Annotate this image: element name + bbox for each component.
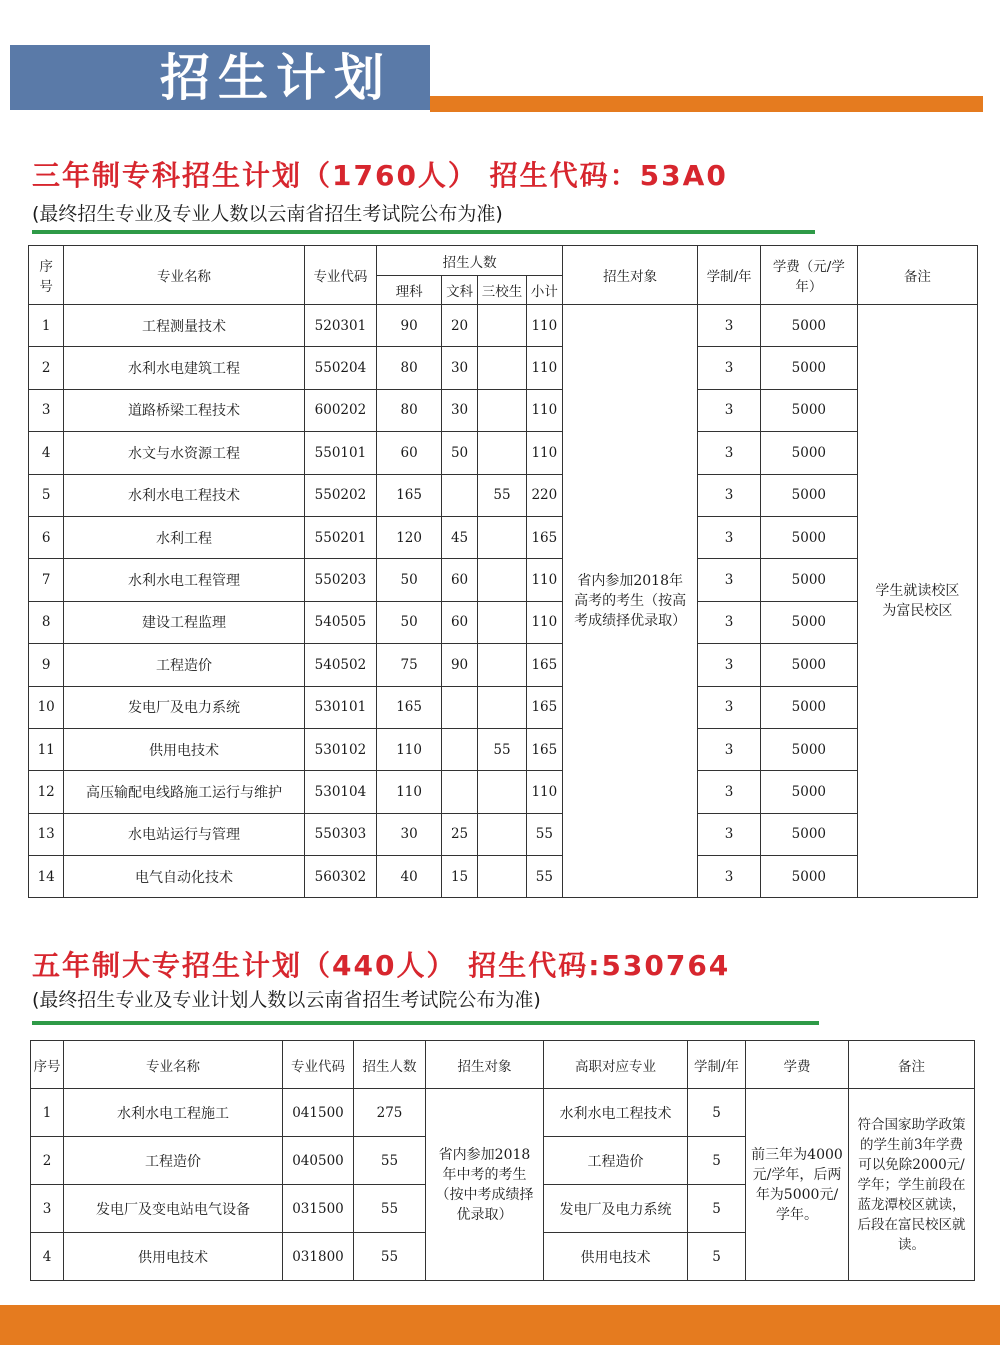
row-science-count: 165 [377,474,442,516]
th-name: 专业名称 [64,246,304,305]
row-seq: 1 [29,305,64,347]
row-years: 3 [698,305,761,347]
row-major-name: 工程造价 [64,1137,283,1185]
row-three-school-count [478,644,526,686]
row-three-school-count [478,813,526,855]
page-title: 招生计划 [160,49,392,107]
row-major-code: 031800 [283,1233,354,1281]
row-seq: 8 [29,601,64,643]
row-years: 3 [698,516,761,558]
row-arts-count: 45 [441,516,477,558]
th-target: 招生对象 [563,246,698,305]
row-subtotal: 110 [526,305,562,347]
row-seq: 3 [31,1185,64,1233]
row-years: 5 [688,1137,746,1185]
table-row [29,389,978,431]
row-seq: 9 [29,644,64,686]
row-seq: 13 [29,813,64,855]
row-major-name: 建设工程监理 [64,601,304,643]
table-row [29,305,978,347]
row-subtotal: 110 [526,347,562,389]
three-year-plan-table [28,245,978,898]
row-major-name: 水利水电工程技术 [64,474,304,516]
row-arts-count: 30 [441,347,477,389]
row-science-count: 60 [377,432,442,474]
row-fee: 5000 [760,856,857,898]
row-seq: 4 [29,432,64,474]
row-enroll-count: 55 [354,1137,426,1185]
th2-vocational: 高职对应专业 [544,1041,688,1089]
row-major-name: 水电站运行与管理 [64,813,304,855]
row-three-school-count [478,856,526,898]
row-major-name: 发电厂及电力系统 [64,686,304,728]
row-years: 3 [698,644,761,686]
row-three-school-count [478,432,526,474]
row-fee: 5000 [760,601,857,643]
row-arts-count: 90 [441,644,477,686]
row-major-code: 550303 [304,813,377,855]
table-row [29,686,978,728]
row-subtotal: 110 [526,432,562,474]
row-seq: 1 [31,1089,64,1137]
footer-orange-band [0,1305,1000,1345]
row-major-name: 工程造价 [64,644,304,686]
row-enroll-count: 55 [354,1233,426,1281]
row-subtotal: 110 [526,389,562,431]
row-science-count: 50 [377,601,442,643]
row-subtotal: 165 [526,644,562,686]
row-years: 3 [698,389,761,431]
row-seq: 7 [29,559,64,601]
row-years: 3 [698,728,761,770]
table-row [29,432,978,474]
row-seq: 2 [29,347,64,389]
row-major-name: 供用电技术 [64,728,304,770]
table-row [29,516,978,558]
row-fee: 5000 [760,813,857,855]
table-row [29,856,978,898]
row-arts-count: 50 [441,432,477,474]
row-three-school-count [478,389,526,431]
table-row [29,601,978,643]
section2-note: (最终招生专业及专业计划人数以云南省招生考试院公布为准) [32,989,541,1011]
row-enroll-count: 275 [354,1089,426,1137]
row-three-school-count [478,305,526,347]
th2-years: 学制/年 [688,1041,746,1089]
section1-divider [32,230,815,234]
section1-note: (最终招生专业及专业人数以云南省招生考试院公布为准) [32,203,503,225]
th-enroll: 招生人数 [377,246,563,276]
row-major-name: 水利水电工程管理 [64,559,304,601]
row-science-count: 40 [377,856,442,898]
row-subtotal: 55 [526,856,562,898]
row-major-name: 水利工程 [64,516,304,558]
row-major-code: 530102 [304,728,377,770]
row-major-code: 560302 [304,856,377,898]
row-major-name: 水利水电建筑工程 [64,347,304,389]
th-sub: 小计 [526,276,562,305]
row-science-count: 90 [377,305,442,347]
table-row [29,728,978,770]
row-three-school-count [478,686,526,728]
row-major-code: 031500 [283,1185,354,1233]
row-vocational-major: 发电厂及电力系统 [544,1185,688,1233]
row-major-code: 550202 [304,474,377,516]
row-arts-count: 60 [441,559,477,601]
th-sci: 理科 [377,276,442,305]
row-major-name: 电气自动化技术 [64,856,304,898]
th2-remark: 备注 [849,1041,975,1089]
row-three-school-count: 55 [478,728,526,770]
th-three: 三校生 [478,276,526,305]
th2-code: 专业代码 [283,1041,354,1089]
row-years: 5 [688,1185,746,1233]
row-fee: 5000 [760,347,857,389]
row-major-code: 550203 [304,559,377,601]
row-fee: 5000 [760,644,857,686]
row-major-code: 040500 [283,1137,354,1185]
row-science-count: 120 [377,516,442,558]
row-seq: 4 [31,1233,64,1281]
row-fee: 5000 [760,516,857,558]
row-seq: 12 [29,771,64,813]
row-subtotal: 165 [526,516,562,558]
row-arts-count: 60 [441,601,477,643]
row-fee: 5000 [760,432,857,474]
table-row [29,559,978,601]
table-row [31,1089,975,1137]
row-years: 3 [698,813,761,855]
row-subtotal: 110 [526,771,562,813]
row-arts-count [441,728,477,770]
row-three-school-count [478,559,526,601]
row-enroll-count: 55 [354,1185,426,1233]
row-science-count: 30 [377,813,442,855]
row-subtotal: 220 [526,474,562,516]
row-major-name: 供用电技术 [64,1233,283,1281]
row-arts-count [441,474,477,516]
row-subtotal: 110 [526,559,562,601]
section2-title: 五年制大专招生计划（440人） 招生代码:530764 [32,949,731,982]
row-subtotal: 165 [526,686,562,728]
table-row [29,771,978,813]
row-years: 3 [698,347,761,389]
th-years: 学制/年 [698,246,761,305]
table-row [29,813,978,855]
th-art: 文科 [441,276,477,305]
row-major-name: 水利水电工程施工 [64,1089,283,1137]
row-fee: 5000 [760,389,857,431]
table-row [29,474,978,516]
row-seq: 14 [29,856,64,898]
row-science-count: 80 [377,347,442,389]
fee-note: 前三年为4000元/学年，后两年为5000元/学年。 [746,1089,849,1281]
row-years: 3 [698,601,761,643]
table-row [29,644,978,686]
row-years: 5 [688,1233,746,1281]
row-years: 3 [698,474,761,516]
row-science-count: 80 [377,389,442,431]
row-major-code: 600202 [304,389,377,431]
row-arts-count: 30 [441,389,477,431]
row-major-name: 道路桥梁工程技术 [64,389,304,431]
row-years: 3 [698,432,761,474]
section2-divider [32,1021,819,1025]
row-arts-count: 25 [441,813,477,855]
five-year-plan-table [30,1040,975,1281]
row-three-school-count [478,516,526,558]
row-major-code: 550101 [304,432,377,474]
row-vocational-major: 供用电技术 [544,1233,688,1281]
row-seq: 2 [31,1137,64,1185]
row-years: 3 [698,856,761,898]
row-major-name: 高压输配电线路施工运行与维护 [64,771,304,813]
row-major-code: 540505 [304,601,377,643]
row-three-school-count: 55 [478,474,526,516]
row-fee: 5000 [760,771,857,813]
row-science-count: 110 [377,728,442,770]
row-arts-count [441,686,477,728]
row-fee: 5000 [760,728,857,770]
row-three-school-count [478,347,526,389]
row-three-school-count [478,771,526,813]
row-fee: 5000 [760,474,857,516]
row-subtotal: 110 [526,601,562,643]
row-major-code: 041500 [283,1089,354,1137]
row-arts-count: 15 [441,856,477,898]
row-major-code: 530101 [304,686,377,728]
row-major-code: 550201 [304,516,377,558]
row-seq: 10 [29,686,64,728]
row-major-name: 水文与水资源工程 [64,432,304,474]
row-years: 3 [698,559,761,601]
row-arts-count [441,771,477,813]
row-major-code: 520301 [304,305,377,347]
row-vocational-major: 工程造价 [544,1137,688,1185]
row-major-name: 发电厂及变电站电气设备 [64,1185,283,1233]
row-vocational-major: 水利水电工程技术 [544,1089,688,1137]
th2-target: 招生对象 [426,1041,544,1089]
table-row [29,347,978,389]
row-subtotal: 165 [526,728,562,770]
section1-title: 三年制专科招生计划（1760人） 招生代码：53A0 [32,159,728,192]
row-science-count: 165 [377,686,442,728]
header-orange-stripe [430,96,983,112]
th-fee: 学费（元/学年） [760,246,857,305]
th-seq: 序号 [29,246,64,305]
row-science-count: 50 [377,559,442,601]
row-arts-count: 20 [441,305,477,347]
row-subtotal: 55 [526,813,562,855]
row-seq: 11 [29,728,64,770]
th2-fee: 学费 [746,1041,849,1089]
enroll-target: 省内参加2018年高考的考生（按高考成绩择优录取） [563,305,698,898]
campus-remark: 学生就读校区为富民校区 [857,305,977,898]
subsidy-remark: 符合国家助学政策的学生前3年学费可以免除2000元/学年；学生前段在蓝龙潭校区就读，后段在富民校区就读。 [849,1089,975,1281]
row-fee: 5000 [760,305,857,347]
row-major-code: 540502 [304,644,377,686]
row-seq: 5 [29,474,64,516]
row-years: 5 [688,1089,746,1137]
row-science-count: 110 [377,771,442,813]
row-three-school-count [478,601,526,643]
row-fee: 5000 [760,686,857,728]
th2-seq: 序号 [31,1041,64,1089]
enroll-target: 省内参加2018年中考的考生（按中考成绩择优录取） [426,1089,544,1281]
row-fee: 5000 [760,559,857,601]
th2-enroll: 招生人数 [354,1041,426,1089]
row-science-count: 75 [377,644,442,686]
th-code: 专业代码 [304,246,377,305]
row-major-code: 530104 [304,771,377,813]
row-years: 3 [698,771,761,813]
row-years: 3 [698,686,761,728]
row-seq: 3 [29,389,64,431]
th-remark: 备注 [857,246,977,305]
row-major-name: 工程测量技术 [64,305,304,347]
th2-name: 专业名称 [64,1041,283,1089]
row-seq: 6 [29,516,64,558]
row-major-code: 550204 [304,347,377,389]
